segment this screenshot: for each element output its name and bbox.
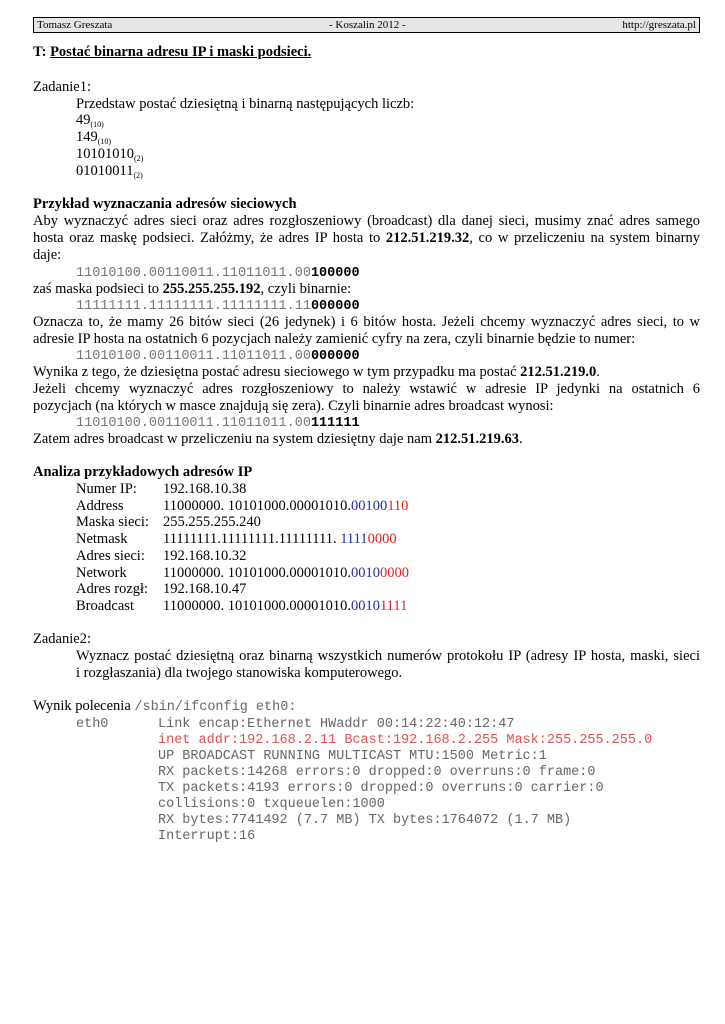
header-center: - Koszalin 2012 - <box>328 19 406 31</box>
example-paragraph: pozycjach (na których w masce znajdują się zera). Czyli binarnie adres broadcast wynosi: <box>33 398 554 414</box>
page-title: T: Postać binarna adresu IP i maski podsieci. <box>33 44 312 60</box>
task1-item: $49_{(10)}$ <box>76 112 104 129</box>
task2-text: Wyznacz postać dziesiętną oraz binarną wszystkich numerów protokołu IP (adresy IP hosta, maski, sieci <box>76 648 700 664</box>
task1-intro: Przedstaw postać dziesiętną i binarną następujących liczb: <box>76 96 415 112</box>
ifconfig-line: TX packets:4193 errors:0 dropped:0 overruns:0 carrier:0 <box>158 781 604 796</box>
task2-label: Zadanie2: <box>33 631 91 647</box>
header-author: Tomasz Greszata <box>37 19 113 31</box>
example-paragraph: Aby wyznaczyć adres sieci oraz adres rozgłoszeniowy (broadcast) dla danej sieci, musimy znać adres samego <box>33 213 700 229</box>
binary-network: 11010100.00110011.11011011.00000000 <box>76 349 360 364</box>
ifconfig-line: UP BROADCAST RUNNING MULTICAST MTU:1500 Metric:1 <box>158 749 547 764</box>
example-paragraph: Oznacza to, że mamy 26 bitów sieci (26 jedynek) i 6 bitów hosta. Jeżeli chcemy wyznaczyć adres sieci, to w <box>33 314 700 330</box>
ifconfig-line: Link encap:Ethernet HWaddr 00:14:22:40:12:47 <box>158 717 515 732</box>
page-header <box>33 17 700 33</box>
example-paragraph: adresie IP hosta na ostatnich 6 pozycjach należy zamienić cyfry na zera, czyli binarnie będzie to numer: <box>33 331 636 347</box>
task1-item: $01010011_{(2)}$ <box>76 163 143 180</box>
ifconfig-iface: eth0 <box>76 717 109 732</box>
ifconfig-line: collisions:0 txqueuelen:1000 <box>158 797 385 812</box>
task1-item: $10101010_{(2)}$ <box>76 146 144 163</box>
binary-broadcast: 11010100.00110011.11011011.00111111 <box>76 416 360 431</box>
example-paragraph: Wynika z tego, że dziesiętna postać adresu sieciowego w tym przypadku ma postać 212.51.219.0. <box>33 364 600 380</box>
task1-item: $149_{(10)}$ <box>76 129 112 146</box>
ifconfig-intro: Wynik polecenia /sbin/ifconfig eth0: <box>33 698 297 715</box>
header-url: http://greszata.pl <box>622 19 696 31</box>
binary-mask: 11111111.11111111.11111111.11000000 <box>76 299 360 314</box>
example-heading: Przykład wyznaczania adresów sieciowych <box>33 196 297 212</box>
example-paragraph: daje: <box>33 247 62 263</box>
ifconfig-line: RX packets:14268 errors:0 dropped:0 overruns:0 frame:0 <box>158 765 596 780</box>
binary-host: 11010100.00110011.11011011.00100000 <box>76 266 360 281</box>
analysis-heading: Analiza przykładowych adresów IP <box>33 464 253 480</box>
example-paragraph: hosta oraz maskę podsieci. Załóżmy, że adres IP hosta to 212.51.219.32, co w przeliczeniu na system binarny <box>33 230 700 246</box>
ifconfig-line: inet addr:192.168.2.11 Bcast:192.168.2.255 Mask:255.255.255.0 <box>158 733 653 748</box>
task1-label: Zadanie1: <box>33 79 91 95</box>
example-paragraph: Zatem adres broadcast w przeliczeniu na system dziesiętny daje nam 212.51.219.63. <box>33 431 523 447</box>
task2-text: i rozgłaszania) dla twojego stanowiska komputerowego. <box>76 665 403 681</box>
example-paragraph: Jeżeli chcemy wyznaczyć adres rozgłoszeniowy to należy wstawić w adresie IP jedynki na ostatnich 6 <box>33 381 700 397</box>
example-paragraph: zaś maska podsieci to 255.255.255.192, czyli binarnie: <box>33 281 352 297</box>
ifconfig-line: RX bytes:7741492 (7.7 MB) TX bytes:1764072 (1.7 MB) <box>158 813 572 828</box>
ifconfig-line: Interrupt:16 <box>158 829 256 844</box>
